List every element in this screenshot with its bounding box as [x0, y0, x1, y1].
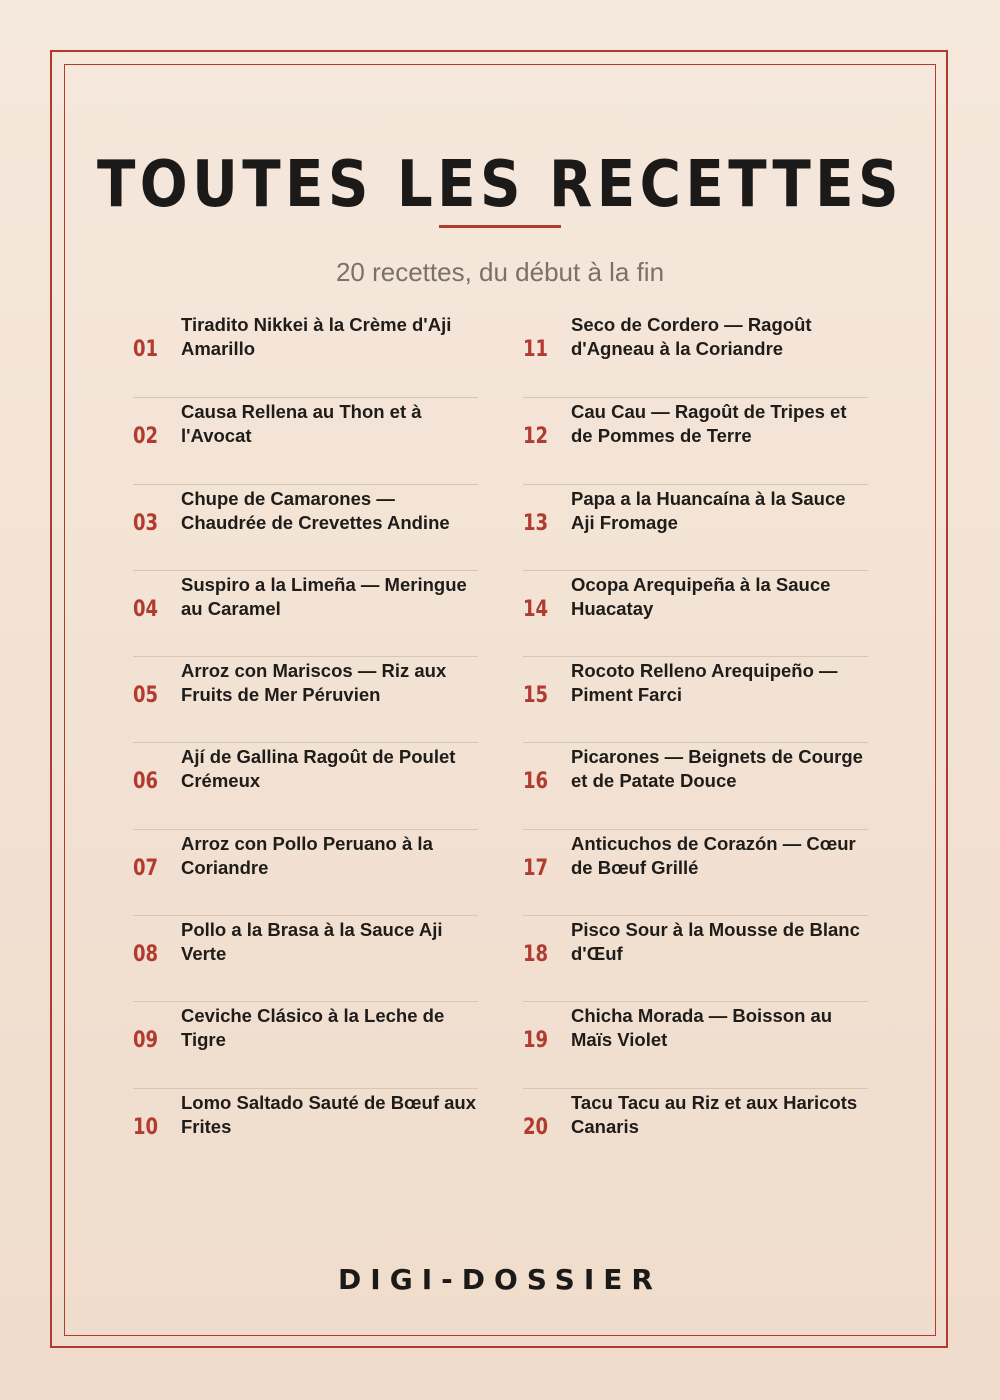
recipe-name: Seco de Cordero — Ragoût d'Agneau à la Coriandre	[571, 314, 812, 359]
recipe-number: 18	[523, 942, 549, 968]
recipe-name: Arroz con Pollo Peruano à la Coriandre	[181, 832, 433, 878]
recipe-item-04	[133, 570, 478, 656]
recipe-number: 12	[523, 424, 549, 450]
recipe-name: Anticuchos de Corazón — Cœur de Bœuf Grillé	[571, 832, 856, 878]
recipe-item-16	[523, 742, 868, 828]
recipe-number: 02	[133, 424, 159, 450]
recipe-number: 08	[133, 942, 159, 968]
recipe-number: 13	[523, 510, 549, 536]
recipe-item-19	[523, 1001, 868, 1087]
recipe-item-08	[133, 915, 478, 1001]
recipe-number: 19	[523, 1028, 549, 1054]
recipe-item-05	[133, 656, 478, 742]
recipe-name: Rocoto Relleno Arequipeño — Piment Farci	[571, 660, 838, 706]
recipe-name: Cau Cau — Ragoût de Tripes et de Pommes de Terre	[571, 401, 847, 447]
recipe-item-20	[523, 1088, 868, 1174]
title-underline-divider	[439, 225, 561, 228]
recipe-item-02	[133, 397, 478, 483]
recipe-name: Ocopa Arequipeña à la Sauce Huacatay	[571, 573, 831, 619]
recipe-name: Ají de Gallina Ragoût de Poulet Crémeux	[181, 746, 456, 792]
recipe-number: 05	[133, 683, 159, 709]
recipe-item-13	[523, 484, 868, 570]
recipe-item-01	[133, 311, 478, 397]
recipe-item-17	[523, 829, 868, 915]
recipe-item-07	[133, 829, 478, 915]
recipe-column-left	[133, 311, 478, 1174]
recipe-item-18	[523, 915, 868, 1001]
recipe-number: 01	[133, 337, 159, 362]
brand-footer: DIGI-DOSSIER	[338, 1263, 662, 1296]
recipe-name: Tacu Tacu au Riz et aux Haricots Canaris	[571, 1091, 858, 1137]
recipe-number: 06	[133, 769, 159, 795]
recipe-name: Chicha Morada — Boisson au Maïs Violet	[571, 1005, 833, 1051]
recipe-name: Tiradito Nikkei à la Crème d'Aji Amarillo	[181, 314, 452, 359]
recipe-number: 04	[133, 596, 159, 622]
recipe-number: 03	[133, 510, 159, 536]
recipe-item-12	[523, 397, 868, 483]
recipe-number: 11	[523, 337, 549, 362]
recipe-item-06	[133, 742, 478, 828]
recipe-item-11	[523, 311, 868, 397]
recipe-number: 14	[523, 596, 549, 622]
recipe-column-right	[523, 311, 868, 1174]
recipe-number: 20	[523, 1114, 549, 1140]
recipe-name: Ceviche Clásico à la Leche de Tigre	[181, 1005, 445, 1051]
recipe-name: Pollo a la Brasa à la Sauce Aji Verte	[181, 919, 443, 965]
recipe-name: Chupe de Camarones — Chaudrée de Crevettes Andine	[181, 487, 450, 533]
recipe-number: 07	[133, 855, 159, 881]
recipe-name: Lomo Saltado Sauté de Bœuf aux Frites	[181, 1091, 476, 1137]
recipe-name: Arroz con Mariscos — Riz aux Fruits de Mer Péruvien	[181, 660, 447, 706]
recipe-name: Papa a la Huancaína à la Sauce Aji Fromage	[571, 487, 846, 533]
recipe-item-09	[133, 1001, 478, 1087]
recipe-item-03	[133, 484, 478, 570]
page-subtitle: 20 recettes, du début à la fin	[335, 257, 665, 287]
page-title: TOUTES LES RECETTES	[96, 148, 904, 222]
recipe-item-14	[523, 570, 868, 656]
recipe-number: 17	[523, 855, 549, 881]
recipe-number: 16	[523, 769, 549, 795]
recipe-number: 09	[133, 1028, 159, 1054]
recipe-name: Causa Rellena au Thon et à l'Avocat	[181, 401, 422, 447]
recipe-name: Pisco Sour à la Mousse de Blanc d'Œuf	[571, 919, 860, 965]
recipe-number: 15	[523, 683, 549, 709]
recipe-item-10	[133, 1088, 478, 1174]
recipe-item-15	[523, 656, 868, 742]
recipe-number: 10	[133, 1114, 159, 1140]
recipe-name: Picarones — Beignets de Courge et de Patate Douce	[571, 746, 863, 792]
recipe-name: Suspiro a la Limeña — Meringue au Caramel	[181, 573, 467, 619]
